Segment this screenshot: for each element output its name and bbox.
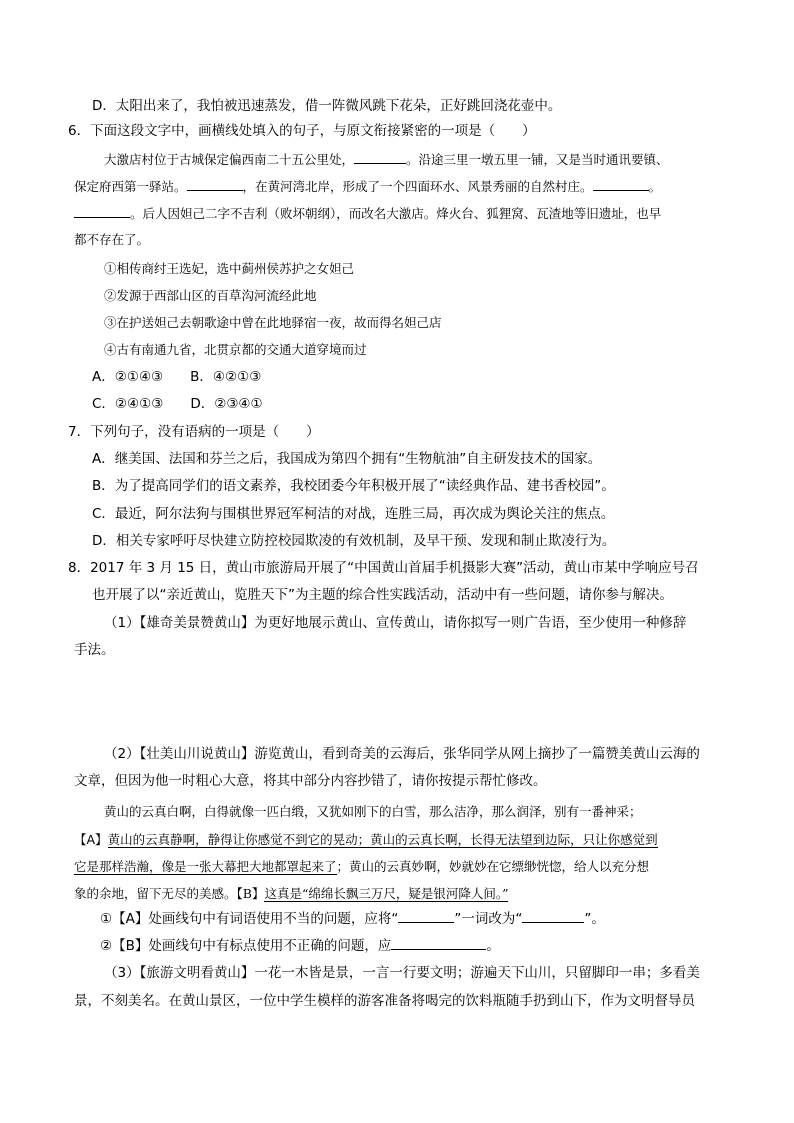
answer-blank	[391, 935, 486, 950]
answer-blank	[74, 203, 130, 218]
q6-sentence-4: ④古有南通九省，北贯京都的交通大道穿境而过	[104, 342, 367, 357]
q7-option-d: D．相关专家呼吁尽快建立防控校园欺凌的有效机制，及早干预、发现和制止欺凌行为。	[92, 533, 616, 549]
q7-option-c: C．最近，阿尔法狗与围棋世界冠军柯洁的对战，连胜三局，再次成为舆论关注的焦点。	[92, 506, 615, 522]
q6-passage-line-1: 大激店村位于古城保定偏西南二十五公里处， 。沿途三里一墩五里一铺，又是当时通讯要镇、	[104, 149, 669, 170]
q8-stem-line-2: 也开展了以“亲近黄山，览胜天下”为主题的综合性实践活动，活动中有一些问题，请你参与解决。	[92, 587, 673, 603]
q5-option-d: D．太阳出来了，我怕被迅速蒸发，借一阵微风跳下花朵，正好跳回浇花壶中。	[92, 98, 562, 114]
answer-blank	[354, 149, 406, 164]
q6-passage-line-3: 。后人因妲己二字不吉利（败坏朝纲），而改名大激店。烽火台、狐狸窝、瓦渣地等旧遗址，也早	[74, 203, 661, 224]
answer-blank	[522, 908, 584, 923]
q8-sub3-line-1: （3）【旅游文明看黄山】一花一木皆是景，一言一行要文明；游遍天下山川，只留脚印一串；多看美	[104, 965, 700, 981]
q7-stem: 7．下列句子，没有语病的一项是（ ）	[68, 424, 320, 440]
q6-options-cd: C．②④①③ D．②③④①	[92, 396, 263, 412]
passage-line-2: 【A】黄山的云真静啊，静得让你感觉不到它的晃动；黄山的云真长啊，长得无法望到边际，只让你感觉到	[74, 832, 658, 847]
q8-sub2-question-1: ①【A】处画线句中有词语使用不当的问题，应将“ ”一词改为“ ”。	[100, 908, 605, 929]
q6-sentence-3: ③在护送妲己去朝歌途中曾在此地驿宿一夜，故而得名妲己店	[104, 315, 442, 330]
q6-sentence-1: ①相传商纣王选妃，选中蓟州侯苏护之女妲己	[104, 261, 355, 276]
q8-sub3-line-2: 景，不刻美名。在黄山景区，一位中学生模样的游客准备将喝完的饮料瓶随手扔到山下，作为文明督导员	[74, 993, 695, 1009]
passage-line-4: 象的余地，留下无尽的美感。【B】这真是“绵绵长飘三万尺，疑是银河降人间。”	[74, 886, 509, 901]
q6-passage-line-4: 都不存在了。	[74, 232, 150, 247]
q6-passage-line-2: 保定府西第一驿站。 ，在黄河湾北岸，形成了一个四面环水、风景秀丽的自然村庄。 。	[74, 176, 661, 197]
q6-sentence-2: ②发源于西部山区的百草沟河流经此地	[104, 288, 317, 303]
q6-options-ab: A．②①④③ B．④②①③	[92, 369, 262, 385]
q7-option-b: B．为了提高同学们的语文素养，我校团委今年积极开展了“读经典作品、建书香校园”。	[92, 478, 615, 494]
q6-stem: 6．下面这段文字中，画横线处填入的句子，与原文衔接紧密的一项是（ ）	[68, 123, 536, 139]
q8-sub1-line-1: （1）【雄奇美景赞黄山】为更好地展示黄山、宣传黄山，请你拟写一则广告语，至少使用一种修辞	[104, 615, 687, 631]
passage-line-1: 黄山的云真白啊，白得就像一匹白缎，又犹如刚下的白雪，那么洁净，那么润泽，别有一番神采；	[104, 804, 642, 819]
answer-blank	[187, 176, 243, 191]
q8-sub2-line-1: （2）【壮美山川说黄山】游览黄山，看到奇美的云海后，张华同学从网上摘抄了一篇赞美黄山云海的	[104, 746, 700, 762]
answer-blank	[398, 908, 454, 923]
q7-option-a: A．继美国、法国和芬兰之后，我国成为第四个拥有“生物航油”自主研发技术的国家。	[92, 451, 602, 467]
answer-blank	[593, 176, 649, 191]
q8-sub1-line-2: 手法。	[74, 642, 115, 658]
q8-sub2-question-2: ②【B】处画线句中有标点使用不正确的问题，应 。	[100, 935, 500, 956]
q8-stem-line-1: 8．2017 年 3 月 15 日，黄山市旅游局开展了“中国黄山首届手机摄影大赛”活动，黄山市某中学响应号召	[68, 560, 699, 576]
q8-sub2-line-2: 文章，但因为他一时粗心大意，将其中部分内容抄错了，请你按提示帮忙修改。	[74, 773, 547, 789]
passage-line-3: 它是那样浩瀚，像是一张大幕把大地都罩起来了；黄山的云真妙啊，妙就妙在它缥缈恍惚，给人以充分想	[74, 859, 650, 874]
